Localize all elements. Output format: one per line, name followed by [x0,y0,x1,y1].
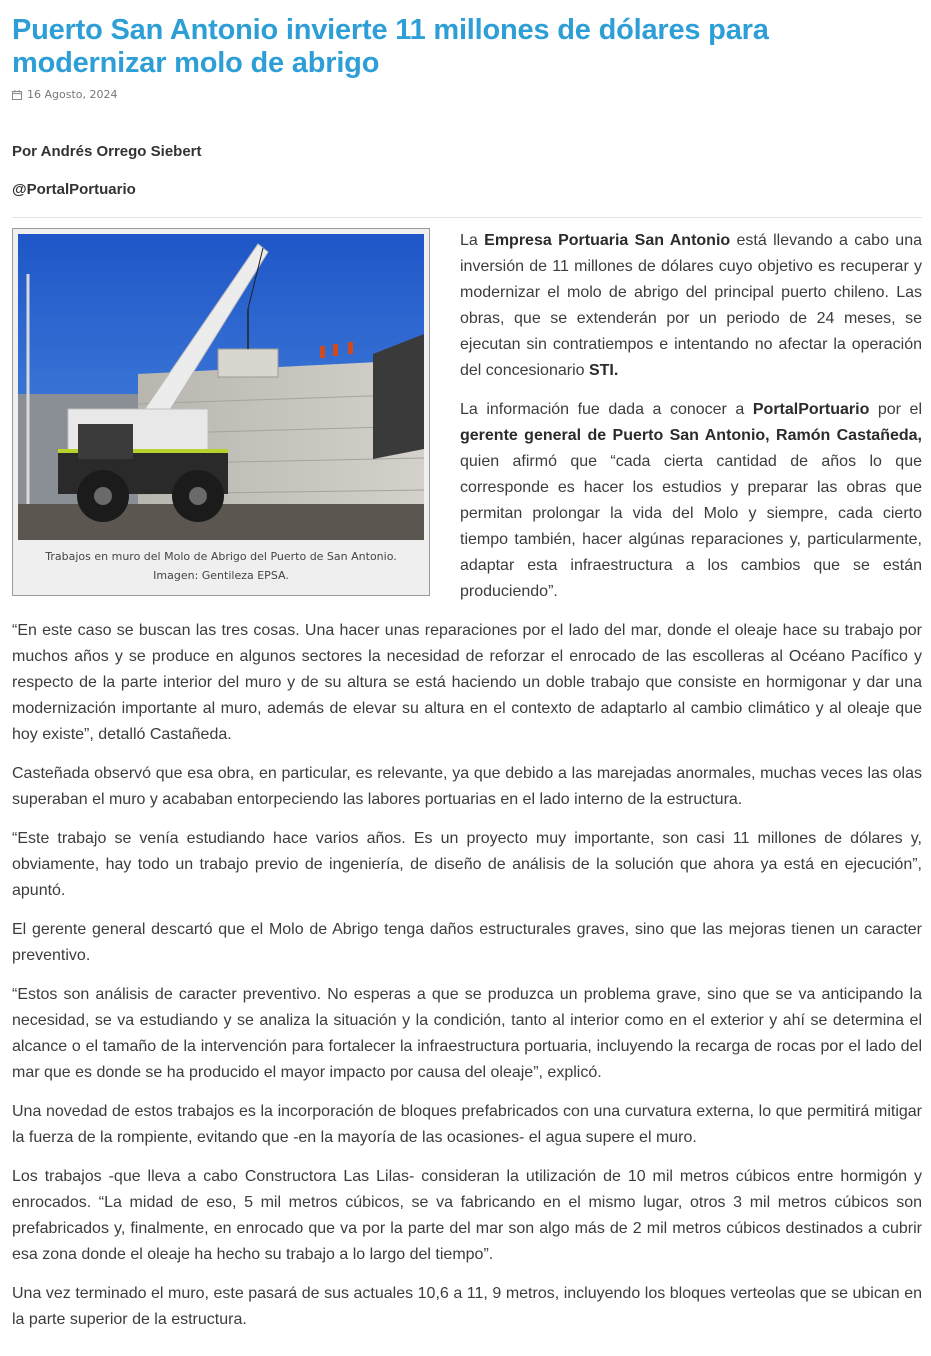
publish-date: 16 Agosto, 2024 [27,88,118,101]
divider [12,217,922,218]
article-title: Puerto San Antonio invierte 11 millones de dólares para modernizar molo de abrigo [12,14,769,79]
article-figure [12,228,430,596]
paragraph-3: “En este caso se buscan las tres cosas. Una hacer unas reparaciones por el lado del mar, donde el oleaje hace su trabajo por muchos años y se produce en algunos sectores la necesidad de reforzar el enrocado de las escolleras al Océano Pacífico y respecto de la parte interior del muro y de su altura se está haciendo un doble trabajo que consiste en hormigonar y dar una modernización importante al muro, además de elevar su altura en el contexto de adaptarlo al cambio climático y al oleaje que hoy existe”, detalló Castañeda. [12,622,922,743]
author-handle[interactable]: @PortalPortuario [12,181,136,198]
paragraph-9: Los trabajos -que lleva a cabo Constructora Las Lilas- consideran la utilización de 10 mil metros cúbicos entre hormigón y enrocados. “La midad de eso, 5 mil metros cúbicos, se va fabricando en el mismo lugar, otros 3 mil metros cúbicos son prefabricados y, finalmente, en enrocado que va por la parte del mar son algo más de 2 mil metros cúbicos destinados a cubrir esa zona donde el oleaje ha hecho su trabajo a lo largo del tiempo”. [12,1168,922,1263]
paragraph-6: El gerente general descartó que el Molo de Abrigo tenga daños estructurales graves, sino que las mejoras tienen un caracter preventivo. [12,921,922,964]
photo-caption: Trabajos en muro del Molo de Abrigo del Puerto de San Antonio. Imagen: Gentileza EPSA. [45,550,397,582]
article-body [12,228,922,1333]
calendar-icon [12,90,22,100]
paragraph-8: Una novedad de estos trabajos es la incorporación de bloques prefabricados con una curvatura externa, lo que permitirá mitigar la fuerza de la rompiente, evitando que -en la mayoría de las ocasiones- el agua supere el muro. [12,1103,922,1146]
author-line: Por Andrés Orrego Siebert [12,143,202,160]
paragraph-5: “Este trabajo se venía estudiando hace varios años. Es un proyecto muy importante, son casi 11 millones de dólares y, obviamente, hay todo un trabajo previo de ingeniería, de diseño de análisis de la solución que ahora ya está en ejecución”, apuntó. [12,830,922,899]
paragraph-7: “Estos son análisis de caracter preventivo. No esperas a que se produzca un problema grave, sino que se va anticipando la necesidad, se va estudiando y se analiza la situación y la condición, tanto al interior como en el exterior y ahí se determina el alcance o el tamaño de la intervención para fortalecer la infraestructura portuaria, incluyendo la recarga de rocas por el lado del mar que es donde se ha producido el mayor impacto por causa del oleaje”, explicó. [12,986,922,1081]
article-meta [12,88,922,101]
paragraph-4: Casteñada observó que esa obra, en particular, es relevante, ya que debido a las marejadas anormales, muchas veces las olas superaban el muro y acababan entorpeciendo las labores portuarias en el lado interno de la estructura. [12,765,922,808]
portalportuario-link[interactable]: PortalPortuario [752,401,870,418]
paragraph-1: La Empresa Portuaria San Antonio está llevando a cabo una inversión de 11 millones de dólares cuyo objetivo es recuperar y modernizar el molo de abrigo del principal puerto chileno. Las obras, que se extenderán por un periodo de 24 meses, se ejecutan sin contratiempos e intentando no afectar la operación del concesionario STI. [460,232,923,379]
paragraph-2: La información fue dada a conocer a PortalPortuario por el gerente general de Puerto San Antonio, Ramón Castañeda, quien afirmó que “cada cierta cantidad de años lo que corresponde es hacer los estudios y preparar las obras que permitan prolongar la vida del Molo y siempre, cada cierto tiempo también, hacer algúnas reparaciones y, particularmente, adaptar esta infraestructura a los cambios que se están produciendo”. [460,401,923,600]
article-photo[interactable] [18,234,424,540]
paragraph-10: Una vez terminado el muro, este pasará de sus actuales 10,6 a 11, 9 metros, incluyendo los bloques verteolas que se ubican en la parte superior de la estructura. [12,1285,922,1328]
